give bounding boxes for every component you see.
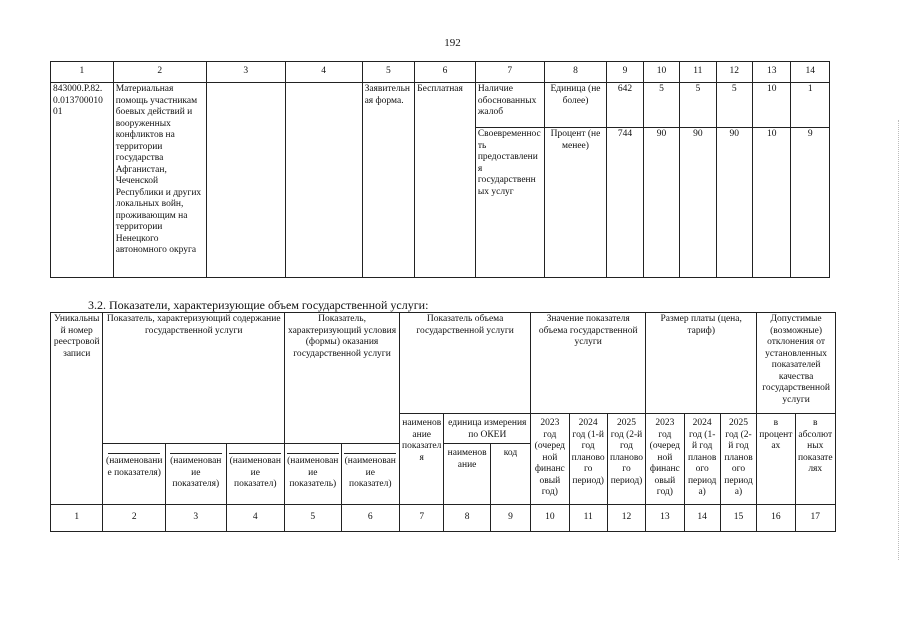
column-numbers-row — [51, 62, 830, 83]
col-number: 12 — [607, 505, 645, 532]
subheader-content-3: (наименование показател) — [226, 444, 285, 505]
service-description: Материальная помощь участникам боевых действий и вооруженных конфликтов на территории государства Афганистан, Чеченской Республики и других локальных войн, проживающим на территории Ненецкого автономного округа — [113, 83, 206, 278]
col-number: 13 — [752, 62, 790, 83]
header-unit: единица измерения по ОКЕИ — [444, 414, 531, 444]
value-2025: 90 — [716, 128, 752, 278]
header-value-2024: 2024 год (1-й год планового период) — [569, 414, 607, 505]
subheader-content-2: (наименование показателя) — [166, 444, 227, 505]
col-number: 9 — [607, 62, 643, 83]
table-row — [51, 83, 830, 128]
header-fee-2025: 2025 год (2-й год планового периода) — [720, 414, 756, 505]
header-fee-2024: 2024 год (1-й год планового периода) — [684, 414, 720, 505]
col-number: 6 — [415, 62, 476, 83]
deviation-absolute: 9 — [791, 128, 830, 278]
header-registry-number: Уникальный номер реестровой записи — [51, 313, 103, 505]
registry-code: 843000.Р.82. 0.013700010 01 — [51, 83, 114, 278]
header-unit-name: наименование — [444, 444, 490, 505]
header-value-2025: 2025 год (2-й год планового период) — [607, 414, 645, 505]
col-number: 11 — [569, 505, 607, 532]
payment-type: Бесплатная — [415, 83, 476, 278]
col-number: 14 — [791, 62, 830, 83]
col-number: 2 — [103, 505, 166, 532]
header-volume-indicator: Показатель объема государственной услуги — [400, 313, 531, 414]
col-number: 4 — [226, 505, 285, 532]
value-2025: 5 — [716, 83, 752, 128]
empty-cell — [285, 83, 362, 278]
header-indicator-name: наименование показателя — [400, 414, 444, 505]
col-number: 1 — [51, 62, 114, 83]
col-number: 16 — [757, 505, 795, 532]
value-2024: 5 — [680, 83, 716, 128]
indicator-name: Наличие обоснованных жалоб — [475, 83, 544, 128]
col-number: 17 — [795, 505, 836, 532]
scan-edge-line — [897, 120, 899, 560]
col-number: 10 — [643, 62, 679, 83]
page-number: 192 — [444, 37, 461, 49]
col-number: 13 — [646, 505, 684, 532]
header-content-indicator: Показатель, характеризующий содержание государственной услуги — [103, 313, 285, 444]
column-numbers-row — [51, 505, 836, 532]
subheader-conditions-2: (наименование показател) — [341, 444, 400, 505]
header-deviation-percent: в процентах — [757, 414, 795, 505]
col-number: 1 — [51, 505, 103, 532]
col-number: 14 — [684, 505, 720, 532]
empty-cell — [206, 83, 285, 278]
section-title: 3.2. Показатели, характеризующие объем государственной услуги: — [88, 298, 429, 312]
col-number: 9 — [490, 505, 530, 532]
value-2023: 90 — [643, 128, 679, 278]
deviation-percent: 10 — [752, 128, 790, 278]
deviation-absolute: 1 — [791, 83, 830, 128]
header-unit-code: код — [490, 444, 530, 505]
header-conditions-indicator: Показатель, характеризующий условия (формы) оказания государственной услуги — [285, 313, 400, 444]
indicator-name: Своевременность предоставления государственных услуг — [475, 128, 544, 278]
col-number: 3 — [206, 62, 285, 83]
header-fee-2023: 2023 год (очередной финансовый год) — [646, 414, 684, 505]
header-volume-value: Значение показателя объема государственной услуги — [531, 313, 646, 414]
col-number: 5 — [362, 62, 415, 83]
col-number: 8 — [544, 62, 607, 83]
col-number: 3 — [166, 505, 227, 532]
col-number: 5 — [285, 505, 341, 532]
quality-indicators-table — [50, 61, 830, 278]
header-fee: Размер платы (цена, тариф) — [646, 313, 757, 414]
subheader-content-1: (наименование показателя) — [103, 444, 166, 505]
value-2023: 5 — [643, 83, 679, 128]
okei-code: 642 — [607, 83, 643, 128]
subheader-conditions-1: (наименование показатель) — [285, 444, 341, 505]
col-number: 7 — [400, 505, 444, 532]
value-2024: 90 — [680, 128, 716, 278]
col-number: 11 — [680, 62, 716, 83]
col-number: 7 — [475, 62, 544, 83]
okei-code: 744 — [607, 128, 643, 278]
deviation-percent: 10 — [752, 83, 790, 128]
header-deviation-absolute: в абсолютных показателях — [795, 414, 836, 505]
unit-name: Процент (не менее) — [544, 128, 607, 278]
col-number: 6 — [341, 505, 400, 532]
service-form: Заявительная форма. — [362, 83, 415, 278]
volume-indicators-table — [50, 312, 836, 532]
col-number: 2 — [113, 62, 206, 83]
col-number: 12 — [716, 62, 752, 83]
unit-name: Единица (не более) — [544, 83, 607, 128]
col-number: 8 — [444, 505, 490, 532]
col-number: 4 — [285, 62, 362, 83]
col-number: 15 — [720, 505, 756, 532]
header-deviation: Допустимые (возможные) отклонения от установленных показателей качества государственной услуги — [757, 313, 836, 414]
header-value-2023: 2023 год (очередной финансовый год) — [531, 414, 569, 505]
col-number: 10 — [531, 505, 569, 532]
